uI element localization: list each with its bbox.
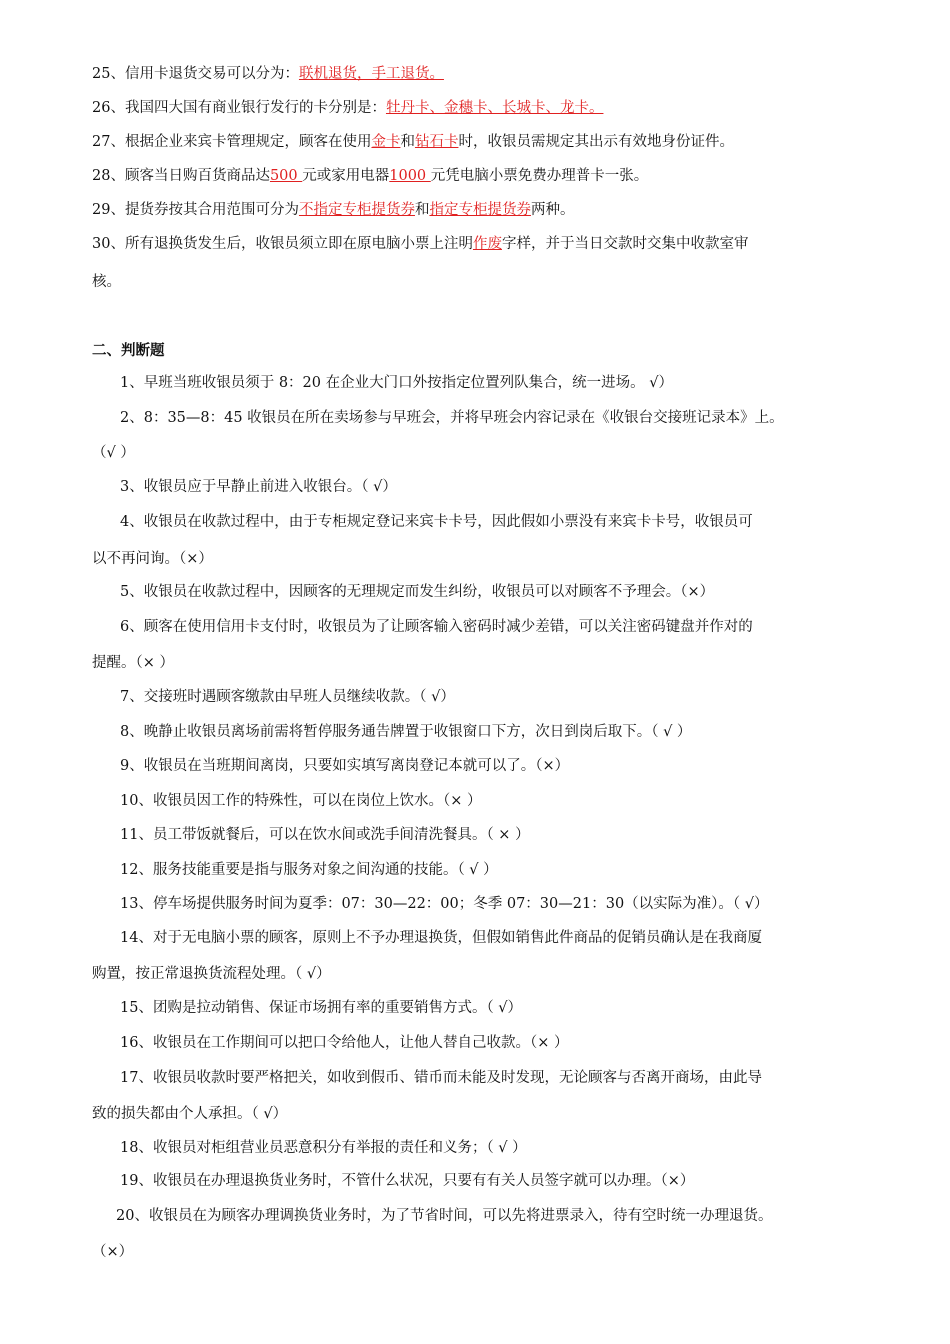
question-text: 元凭电脑小票免费办理普卡一张。	[430, 168, 649, 184]
question-text: 和	[400, 134, 415, 150]
fill-blank-line	[92, 234, 748, 254]
judgement-question: 17、收银员收款时要严格把关，如收到假币、错币而未能及时发现，无论顾客与否离开商场，由此导	[120, 1070, 762, 1086]
question-text: 两种。	[530, 202, 575, 218]
judgement-question: 9、收银员在当班期间离岗，只要如实填写离岗登记本就可以了。（×）	[120, 758, 570, 774]
question-continuation: （×）	[92, 1244, 134, 1260]
question-text: 核。	[92, 274, 121, 290]
answer-text: 作废	[472, 236, 502, 252]
answer-text: 1000	[389, 168, 431, 184]
question-text: 时，收银员需规定其出示有效地身份证件。	[458, 134, 734, 150]
answer-text: 不指定专柜提货券	[298, 202, 415, 218]
judgement-question: 1、早班当班收银员须于 8：20 在企业大门口外按指定位置列队集合，统一进场。 √）	[120, 375, 673, 391]
judgement-question: 12、服务技能重要是指与服务对象之间沟通的技能。（ √ ）	[120, 862, 498, 878]
judgement-question: 13、停车场提供服务时间为夏季：07：30—22：00；冬季 07：30—21：30（以实际为准）。（ √）	[120, 896, 769, 912]
judgement-question: 4、收银员在收款过程中，由于专柜规定登记来宾卡卡号，因此假如小票没有来宾卡卡号，收银员可	[120, 514, 753, 530]
question-continuation: 购置，按正常退换货流程处理。（ √）	[92, 966, 331, 982]
fill-blank-line	[92, 64, 444, 84]
judgement-question: 8、晚静止收银员离场前需将暂停服务通告牌置于收银窗口下方，次日到岗后取下。（ √ ）	[120, 724, 692, 740]
question-continuation: 以不再问询。（×）	[92, 551, 213, 567]
answer-text: 牡丹卡、金穗卡、长城卡、龙卡。	[385, 100, 604, 116]
question-text: 26、我国四大国有商业银行发行的卡分别是：	[92, 100, 386, 116]
fill-blank-line	[92, 272, 121, 292]
judgement-question: 5、收银员在收款过程中，因顾客的无理规定而发生纠纷，收银员可以对顾客不予理会。（×）	[120, 584, 715, 600]
judgement-question: 18、收银员对柜组营业员恶意积分有举报的责任和义务；（ √ ）	[120, 1140, 527, 1156]
answer-text: 金卡	[371, 134, 401, 150]
judgement-question: 3、收银员应于早静止前进入收银台。（ √）	[120, 479, 397, 495]
section-title-judgement: 二、判断题	[92, 342, 165, 359]
question-text: 字样，并于当日交款时交集中收款室审	[501, 236, 749, 252]
fill-blank-line	[92, 98, 603, 118]
answer-text: 联机退货，手工退货。	[298, 66, 444, 82]
judgement-question: 20、收银员在为顾客办理调换货业务时，为了节省时间，可以先将进票录入，待有空时统一办理退货。	[116, 1208, 773, 1224]
judgement-question: 11、员工带饭就餐后，可以在饮水间或洗手间清洗餐具。（ × ）	[120, 827, 530, 843]
judgement-question: 16、收银员在工作期间可以把口令给他人，让他人替自己收款。（× ）	[120, 1035, 569, 1051]
question-text: 29、提货券按其合用范围可分为	[92, 202, 299, 218]
judgement-question: 6、顾客在使用信用卡支付时，收银员为了让顾客输入密码时减少差错，可以关注密码键盘并作对的	[120, 619, 753, 635]
question-text: 27、根据企业来宾卡管理规定，顾客在使用	[92, 134, 372, 150]
question-text: 30、所有退换货发生后，收银员须立即在原电脑小票上注明	[92, 236, 473, 252]
judgement-question: 10、收银员因工作的特殊性，可以在岗位上饮水。（× ）	[120, 793, 482, 809]
question-text: 25、信用卡退货交易可以分为：	[92, 66, 299, 82]
question-continuation: （√ ）	[92, 445, 135, 461]
fill-blank-line	[92, 166, 648, 186]
question-text: 和	[414, 202, 430, 218]
judgement-question: 15、团购是拉动销售、保证市场拥有率的重要销售方式。（ √）	[120, 1000, 523, 1016]
judgement-question: 7、交接班时遇顾客缴款由早班人员继续收款。（ √）	[120, 689, 455, 705]
question-continuation: 提醒。（× ）	[92, 655, 175, 671]
judgement-question: 14、对于无电脑小票的顾客，原则上不予办理退换货，但假如销售此件商品的促销员确认是在我商厦	[120, 930, 762, 946]
judgement-question: 2、8：35—8：45 收银员在所在卖场参与早班会，并将早班会内容记录在《收银台交接班记录本》上。	[120, 410, 784, 426]
answer-text: 500	[269, 168, 303, 184]
judgement-question: 19、收银员在办理退换货业务时，不管什么状况，只要有有关人员签字就可以办理。（×）	[120, 1173, 695, 1189]
question-continuation: 致的损失都由个人承担。（ √）	[92, 1106, 288, 1122]
fill-blank-line	[92, 200, 574, 220]
answer-text: 钻石卡	[414, 134, 459, 150]
question-text: 元或家用电器	[302, 168, 390, 184]
answer-text: 指定专柜提货券	[429, 202, 531, 218]
question-text: 28、顾客当日购百货商品达	[92, 168, 270, 184]
fill-blank-line	[92, 132, 734, 152]
